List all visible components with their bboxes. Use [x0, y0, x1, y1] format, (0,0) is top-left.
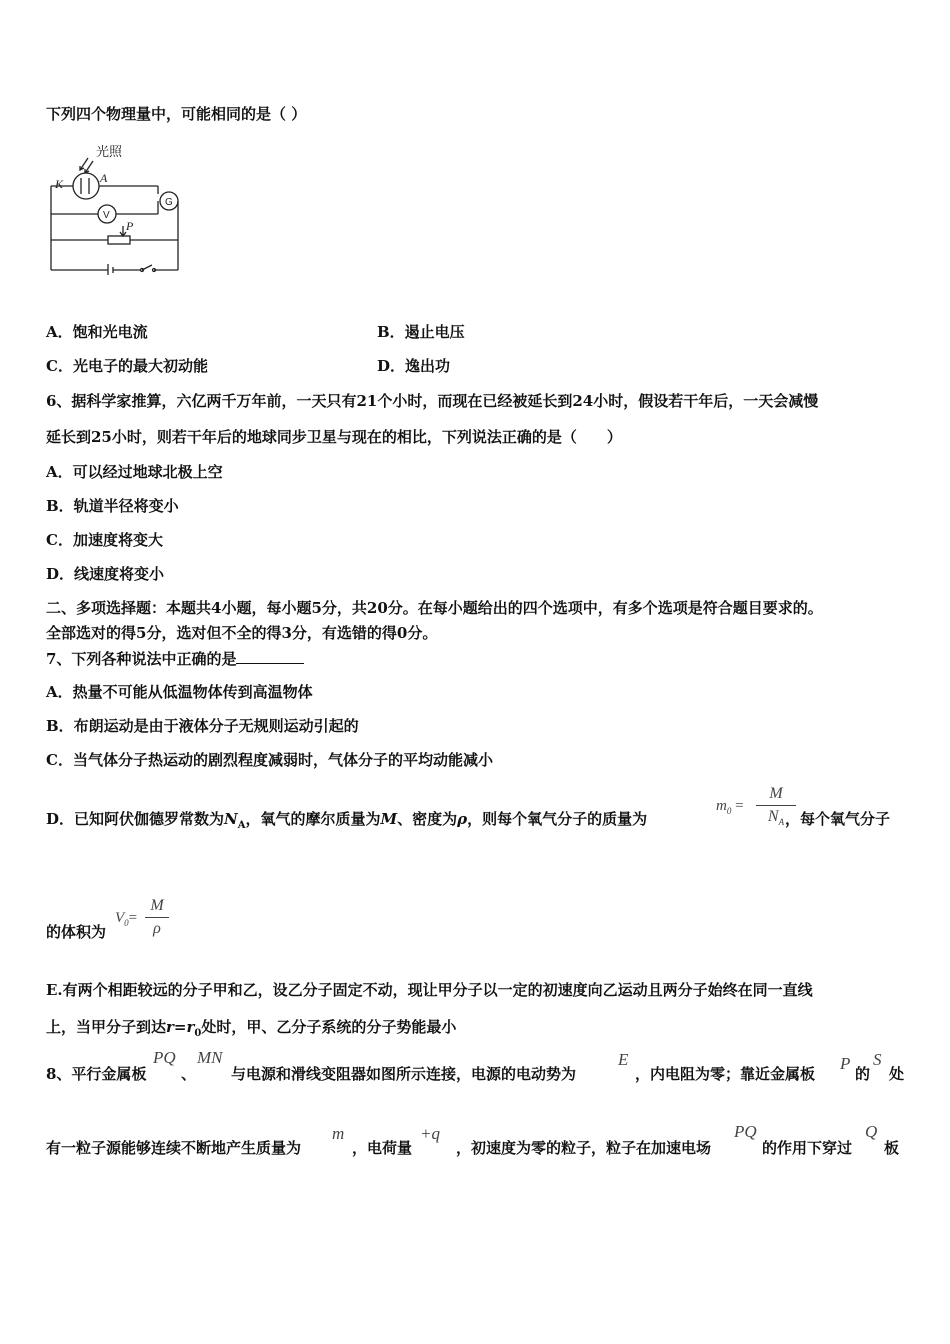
label-p: P: [126, 219, 134, 233]
q8-line2-d: 的作用下穿过: [762, 1139, 853, 1157]
symbol-m-mass: m: [332, 1124, 345, 1143]
symbol-mn: MN: [197, 1048, 223, 1067]
q8-line1-f: 处: [889, 1065, 905, 1083]
q7-option-a: A．热量不可能从低温物体传到高温物体: [46, 683, 313, 701]
symbol-charge: +q: [420, 1124, 440, 1143]
label-a: A: [100, 171, 108, 185]
q5-option-c: C．光电子的最大初动能: [46, 357, 208, 375]
symbol-q-plate: Q: [865, 1122, 878, 1141]
q5-stem: 下列四个物理量中，可能相同的是（ ）: [46, 105, 307, 123]
q5-option-d: D．逸出功: [377, 357, 451, 375]
symbol-p: P: [840, 1054, 851, 1073]
symbol-m: M: [380, 810, 398, 828]
section2-heading-line1: 二、多项选择题：本题共4小题，每小题5分，共20分。在每小题给出的四个选项中，有多个选项是符合题目要求的。: [46, 599, 823, 617]
q5-option-b: B．遏止电压: [377, 323, 465, 341]
q7-option-d-post: ，每个氧气分子: [785, 810, 891, 828]
q8-line1-d: ，内电阻为零；靠近金属板: [635, 1065, 816, 1083]
q7-stem: [46, 648, 304, 669]
q7-option-d-line2: 的体积为: [46, 923, 107, 941]
q7-option-d-line1: D．已知阿伏伽德罗常数为$N_A$，氧气的摩尔质量为M、密度为ρ，则每个氧气分子的质量为: [46, 810, 648, 831]
symbol-pq: PQ: [153, 1048, 176, 1067]
symbol-na: N: [224, 810, 238, 828]
switch: [142, 265, 152, 270]
symbol-e: E: [618, 1050, 629, 1069]
q8-line1-e: 的: [855, 1065, 871, 1083]
q8-line2-c: ，初速度为零的粒子，粒子在加速电场: [456, 1139, 712, 1157]
q8-line2-a: 有一粒子源能够连续不断地产生质量为: [46, 1139, 302, 1157]
section2-heading-line2: 全部选对的得5分，选对但不全的得3分，有选错的得0分。: [46, 624, 438, 642]
photoelectric-circuit-diagram: [46, 140, 186, 275]
q8-line1-b: 、: [181, 1065, 197, 1083]
answer-blank: [236, 649, 304, 664]
q5-option-a: A．饱和光电流: [46, 323, 148, 341]
q8-line1-c: 与电源和滑线变阻器如图所示连接，电源的电动势为: [231, 1065, 577, 1083]
label-g: G: [165, 197, 173, 208]
q8-line2-b: ，电荷量: [352, 1139, 413, 1157]
phototube: [73, 173, 99, 199]
q6-option-b: B．轨道半径将变小: [46, 497, 179, 515]
q7-option-e-line2: 上，当甲分子到达$r=r_0$处时，甲、乙分子系统的分子势能最小: [46, 1018, 457, 1039]
symbol-s: S: [873, 1050, 882, 1069]
q7-option-e-line1: E.有两个相距较远的分子甲和乙，设乙分子固定不动，现让甲分子以一定的初速度向乙运动且两分子始终在同一直线: [46, 981, 813, 999]
rheostat: [108, 236, 130, 244]
q8-line2-e: 板: [884, 1139, 900, 1157]
q6-stem-line2: 延长到25小时，则若干年后的地球同步卫星与现在的相比，下列说法正确的是（ ）: [46, 428, 622, 446]
symbol-rho: ρ: [457, 810, 468, 828]
q8-line1-a: 8、平行金属板: [46, 1065, 147, 1083]
q6-option-a: A．可以经过地球北极上空: [46, 463, 223, 481]
q7-stem-text: 7、下列各种说法中正确的是: [46, 650, 237, 668]
q7-option-b: B．布朗运动是由于液体分子无规则运动引起的: [46, 717, 359, 735]
q7-option-c: C．当气体分子热运动的剧烈程度减弱时，气体分子的平均动能减小: [46, 751, 493, 769]
q6-stem-line1: 6、据科学家推算，六亿两千万年前，一天只有21个小时，而现在已经被延长到24小时，假设若干年后，一天会减慢: [46, 392, 819, 410]
label-light: 光照: [96, 145, 123, 160]
label-k: K: [55, 177, 64, 191]
q6-option-d: D．线速度将变小: [46, 565, 165, 583]
label-v: V: [103, 210, 110, 221]
q6-option-c: C．加速度将变大: [46, 531, 163, 549]
symbol-pq-2: PQ: [734, 1122, 757, 1141]
